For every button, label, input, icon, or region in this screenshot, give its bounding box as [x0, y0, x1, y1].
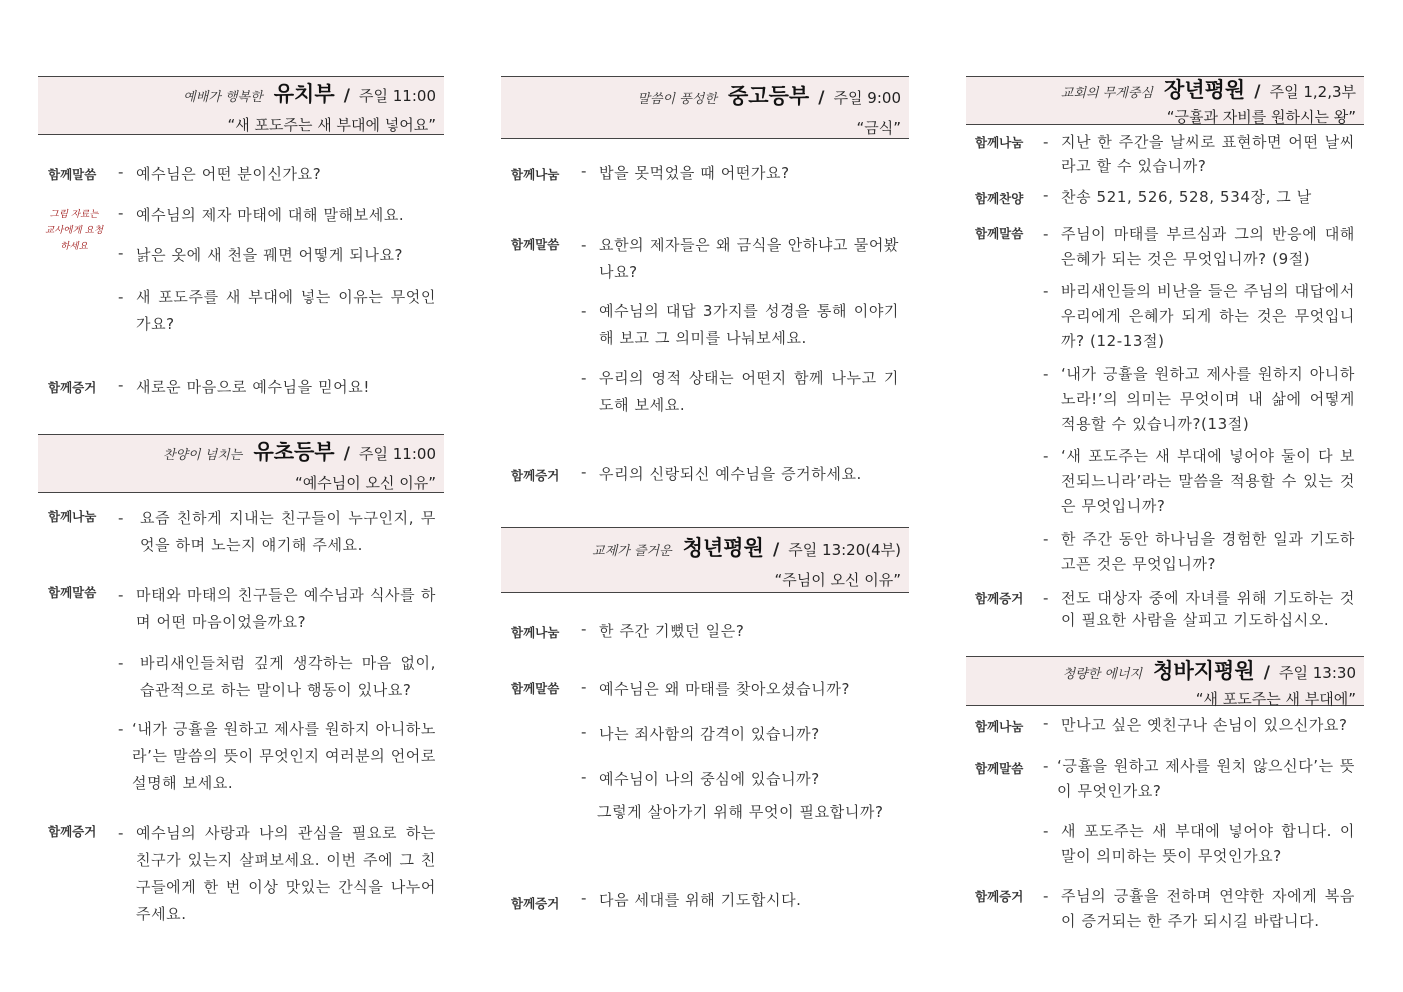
label-witness: 함께증거 — [48, 380, 97, 395]
section-header-kindergarten: 예배가 행복한 유치부 / 주일 11:00 “새 포도주는 새 부대에 넣어요” — [38, 76, 444, 135]
label-sharing: 함께나눔 — [975, 719, 1024, 734]
section-theme: “긍휼과 자비를 원하시는 왕” — [1166, 108, 1356, 126]
service-time: 주일 11:00 — [359, 87, 436, 105]
list-item: - 요즘 친하게 지내는 친구들이 누구인지, 무엇을 하며 노는지 얘기해 주세요. — [118, 509, 436, 554]
list-item: - 바리새인들처럼 깊게 생각하는 마음 없이, 습관적으로 하는 말이나 행동이 있나요? — [118, 654, 436, 699]
list-item: - 예수님의 사랑과 나의 관심을 필요로 하는 친구가 있는지 살펴보세요. 이번 주에 그 친구들에게 한 번 이상 맛있는 간식을 나누어 주세요. — [118, 824, 436, 923]
section-theme: “금식” — [856, 119, 901, 137]
list-item: - 나는 죄사함의 감격이 있습니까? — [581, 723, 820, 743]
list-item: - 예수님은 왜 마태를 찾아오셨습니까? — [581, 678, 851, 698]
section-slogan: 청량한 에너지 — [1062, 667, 1143, 682]
label-witness: 함께증거 — [511, 896, 560, 911]
label-word: 함께말씀 — [511, 237, 560, 252]
label-word: 함께말씀 — [511, 681, 560, 696]
section-theme: “예수님이 오신 이유” — [295, 474, 436, 492]
list-item: - 주님의 긍휼을 전하며 연약한 자에게 복음이 증거되는 한 주가 되시길 바랍니다. — [1043, 887, 1355, 930]
list-item: - 낡은 옷에 새 천을 꿰면 어떻게 되나요? — [118, 244, 404, 264]
department-name: 청바지평원 — [1153, 659, 1255, 683]
service-time: 주일 11:00 — [359, 445, 436, 463]
list-item: - 지난 한 주간을 날씨로 표현하면 어떤 날씨라고 할 수 있습니까? — [1043, 133, 1355, 175]
section-slogan: 말씀이 풍성한 — [637, 92, 717, 107]
list-item: - 다음 세대를 위해 기도합시다. — [581, 889, 802, 909]
list-item: - 바리새인들의 비난을 들은 주님의 대답에서 우리에게 은혜가 되게 하는 것은 무엇입니까? (12-13절) — [1043, 282, 1355, 350]
department-name: 중고등부 — [728, 84, 810, 108]
section-theme: “새 포도주는 새 부대에” — [1195, 690, 1356, 708]
section-header-young-couples: 청량한 에너지 청바지평원 / 주일 13:30 “새 포도주는 새 부대에” — [966, 656, 1364, 706]
list-item: - 우리의 신랑되신 예수님을 증거하세요. — [581, 463, 862, 483]
label-sharing: 함께나눔 — [511, 167, 560, 182]
list-item: 그렇게 살아가기 위해 무엇이 필요합니까? — [597, 803, 884, 821]
section-header-elementary: 찬양이 넘치는 유초등부 / 주일 11:00 “예수님이 오신 이유” — [38, 434, 444, 493]
label-witness: 함께증거 — [975, 889, 1024, 904]
section-header-young-adults: 교제가 즐거운 청년평원 / 주일 13:20(4부) “주님이 오신 이유” — [501, 527, 909, 593]
department-name: 청년평원 — [682, 536, 764, 560]
list-item: - 우리의 영적 상태는 어떤지 함께 나누고 기도해 보세요. — [581, 369, 899, 414]
label-word: 함께말씀 — [975, 226, 1024, 241]
section-header-adults: 교회의 무게중심 장년평원 / 주일 1,2,3부 “긍휼과 자비를 원하시는 왕” — [966, 76, 1364, 125]
list-item: - 예수님의 제자 마태에 대해 말해보세요. — [118, 204, 405, 224]
label-word: 함께말씀 — [975, 761, 1024, 776]
list-item: - 새 포도주를 새 부대에 넣는 이유는 무엇인가요? — [118, 288, 436, 333]
label-word: 함께말씀 — [48, 167, 97, 182]
list-item: - ‘내가 긍휼을 원하고 제사를 원하지 아니하노라!’의 의미는 무엇이며 내 삶에 어떻게 적용할 수 있습니까?(13절) — [1043, 365, 1355, 433]
section-slogan: 교회의 무게중심 — [1060, 86, 1153, 101]
section-slogan: 예배가 행복한 — [183, 90, 263, 105]
list-item: - ‘새 포도주는 새 부대에 넣어야 둘이 다 보전되느니라’라는 말씀을 적용할 수 있는 것은 무엇입니까? — [1043, 447, 1355, 515]
label-sharing: 함께나눔 — [975, 135, 1024, 150]
section-slogan: 찬양이 넘치는 — [162, 448, 243, 463]
list-item: - 한 주간 기뻤던 일은? — [581, 620, 745, 640]
service-time: 주일 13:30 — [1279, 664, 1356, 682]
section-header-youth: 말씀이 풍성한 중고등부 / 주일 9:00 “금식” — [501, 76, 909, 139]
list-item: - 새로운 마음으로 예수님을 믿어요! — [118, 376, 370, 396]
list-item: - 만나고 싶은 옛친구나 손님이 있으신가요? — [1043, 714, 1348, 734]
list-item: - 밥을 못먹었을 때 어떤가요? — [581, 162, 790, 182]
list-item: - 마태와 마태의 친구들은 예수님과 식사를 하며 어떤 마음이었을까요? — [118, 586, 436, 631]
label-witness: 함께증거 — [975, 591, 1024, 606]
list-item: - 찬송 521, 526, 528, 534장, 그 날 — [1043, 186, 1312, 206]
department-name: 유치부 — [273, 82, 335, 106]
service-time: 주일 1,2,3부 — [1269, 83, 1356, 101]
list-item: - 요한의 제자들은 왜 금식을 안하냐고 물어봤나요? — [581, 236, 899, 281]
section-slogan: 교제가 즐거운 — [592, 544, 672, 559]
list-item: - ‘내가 긍휼을 원하고 제사를 원하지 아니하노라’는 말씀의 뜻이 무엇인지 여러분의 언어로 설명해 보세요. — [118, 720, 436, 792]
list-item: - 전도 대상자 중에 자녀를 위해 기도하는 것이 필요한 사람을 살피고 기도하십시오. — [1043, 589, 1355, 629]
label-praise: 함께찬양 — [975, 191, 1024, 206]
list-item: - 주님이 마태를 부르심과 그의 반응에 대해 은혜가 되는 것은 무엇입니까? (9절) — [1043, 225, 1355, 268]
department-name: 유초등부 — [253, 440, 335, 464]
section-theme: “새 포도주는 새 부대에 넣어요” — [227, 116, 436, 134]
label-word: 함께말씀 — [48, 585, 97, 600]
list-item: - 새 포도주는 새 부대에 넣어야 합니다. 이 말이 의미하는 뜻이 무엇인가요? — [1043, 822, 1355, 865]
section-theme: “주님이 오신 이유” — [774, 571, 901, 589]
list-item: - 예수님은 어떤 분이신가요? — [118, 163, 322, 183]
list-item: - 한 주간 동안 하나님을 경험한 일과 기도하고픈 것은 무엇입니까? — [1043, 530, 1355, 573]
label-witness: 함께증거 — [511, 468, 560, 483]
list-item: - 예수님이 나의 중심에 있습니까? — [581, 768, 820, 788]
department-name: 장년평원 — [1164, 78, 1246, 102]
service-time: 주일 13:20(4부) — [788, 541, 901, 559]
teacher-note: 그림 자료는 교사에게 요청하세요 — [44, 209, 104, 252]
service-time: 주일 9:00 — [833, 89, 901, 107]
label-sharing: 함께나눔 — [48, 509, 97, 524]
label-sharing: 함께나눔 — [511, 625, 560, 640]
label-witness: 함께증거 — [48, 824, 97, 839]
list-item: - 예수님의 대답 3가지를 성경을 통해 이야기해 보고 그 의미를 나눠보세요. — [581, 302, 899, 347]
list-item: - ‘긍휼을 원하고 제사를 원치 않으신다’는 뜻이 무엇인가요? — [1043, 757, 1355, 800]
